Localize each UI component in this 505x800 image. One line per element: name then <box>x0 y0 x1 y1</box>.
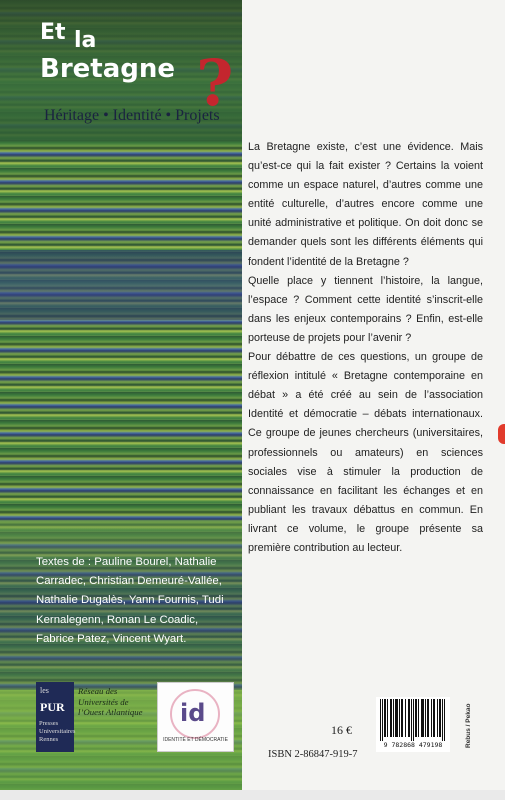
printer-mark: Rebus / Pekao <box>465 703 472 748</box>
pur-publisher-logo: les PUR Presses Universitaires Rennes Réseau des Universités de l’Ouest Atlantique <box>36 682 146 752</box>
striped-cover-panel <box>0 0 242 800</box>
barcode-number: 9 782868 479198 <box>383 741 443 749</box>
blurb-paragraph: Quelle place y tiennent l’histoire, la langue, l’espace ? Comment cette identité s’inscrit-elle dans les enjeux contemporains ? Enfin, est-elle porteuse de projets pour l’avenir ? <box>248 274 483 344</box>
title-et: Et <box>40 20 66 45</box>
back-cover-blurb <box>248 138 483 558</box>
title-la: la <box>74 28 97 53</box>
authors-list: Textes de : Pauline Bourel, Nathalie Carradec, Christian Demeuré-Vallée, Nathalie Dugalès, Yann Fournis, Tudi Kernalegenn, Ronan Le Coadic, Fabrice Patez, Vincent Wyart. <box>36 556 224 645</box>
blurb-paragraph: La Bretagne existe, c’est une évidence. Mais qu’est-ce qui la fait exister ? Certains la voient comme un espace naturel, d’autres comme une entité culturelle, d’autres encore comme une unité administrative et politique. On doit donc se demander quels sont les différents éléments qui fondent l’identité de la Bretagne ? <box>248 141 483 268</box>
price: 16 € <box>331 723 352 737</box>
blurb-paragraph: Pour débattre de ces questions, un groupe de réflexion intitulé « Bretagne contemporaine en débat » a été créé au sein de l’association Identité et démocratie – débats internationaux. Ce groupe de jeunes chercheurs (universitaires, professionnels ou amateurs) en sciences sociales vise à stimuler la production de connaissance en facilitant les échanges et en publiant les travaux débattus en commun. En livrant ce volume, le groupe présente sa première contribution au lecteur. <box>248 351 483 554</box>
isbn: ISBN 2-86847-919-7 <box>268 749 358 760</box>
red-sticker-tab <box>498 424 505 444</box>
reseau-text: Réseau des Universités de l’Ouest Atlantique <box>78 686 143 717</box>
title-bretagne: Bretagne <box>40 54 176 84</box>
red-question-mark: ? <box>196 46 234 121</box>
barcode-icon <box>380 699 446 741</box>
identite-democratie-logo: id IDENTITÉ ET DÉMOCRATIE <box>157 682 234 752</box>
subtitle: Héritage • Identité • Projets <box>44 107 220 124</box>
barcode <box>376 697 450 752</box>
